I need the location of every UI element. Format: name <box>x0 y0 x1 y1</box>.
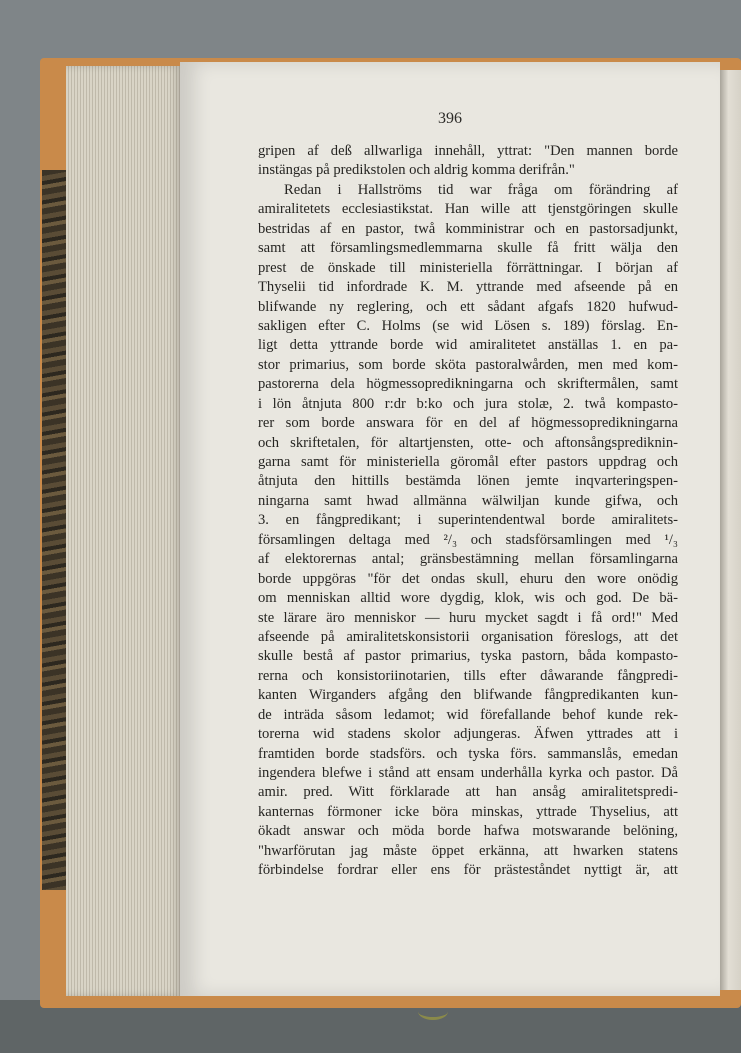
text-line: i lön åtnjuta 800 r:dr b:ko och jura stolæ, 2. twå kompasto- <box>258 395 678 412</box>
text-line: ningarna samt hwad allmänna wälwiljan kunde gifwa, och <box>258 492 678 509</box>
page-body-text <box>258 142 678 881</box>
text-line: och skriftetalen, för altartjensten, otte- och aftonsångsprediknin- <box>258 434 678 451</box>
text-line: ingendera blefwe i stånd att ensam underhålla kyrka och pastor. Då <box>258 765 678 781</box>
text-line: åtnjuta den hittills bestämda lönen jemte inqvarteringspen- <box>258 473 678 490</box>
text-line: af elektorernas antal; gränsbestämning mellan församlingarna <box>258 551 678 568</box>
marbled-binding <box>42 170 66 890</box>
text-line: afseende på amiralitetskonsistorii organisation föreslogs, att det <box>258 628 678 645</box>
text-line: förbindelse fordrar eller ens för prästeståndet nyttigt är, att <box>258 862 678 879</box>
text-line: sakligen efter C. Holms (se wid Lösen s. 189) förslag. En- <box>258 317 678 334</box>
page-edges <box>66 66 182 996</box>
text-line: de inträda såsom ledamot; wid förefallande behof kunde rek- <box>258 706 678 723</box>
text-line: samt att församlingsmedlemmarna skulle få fritt wälja den <box>258 240 678 257</box>
text-line: ste lärare äro menniskor — huru mycket sagdt i få ord!" Med <box>258 609 678 626</box>
text-line: kanternas förmoner icke böra minskas, yttrade Thyselius, att <box>258 803 678 820</box>
text-line: bestridas af en pastor, twå komministrar och en pastorsadjunkt, <box>258 220 678 237</box>
text-line: blifwande ny reglering, och ett sådant afgafs 1820 hufwud- <box>258 298 678 315</box>
text-line: garna samt för ministeriella göromål efter pastors uppdrag och <box>258 454 678 470</box>
book-page <box>180 62 720 996</box>
text-line: stor primarius, som borde sköta pastoralwården, men med kom- <box>258 356 678 373</box>
text-line: torerna wid stadens skolor adjungeras. Äfwen yttrades att i <box>258 726 678 743</box>
page-number: 396 <box>438 110 462 127</box>
text-line: "hwarförutan jag måste öppet erkänna, att hwarken statens <box>258 842 678 859</box>
text-line: rer som borde answara för en del af högmessopredikningarna <box>258 415 678 432</box>
text-line: skulle bestå af pastor primarius, tyska pastorn, båda kompasto- <box>258 648 678 665</box>
text-line: borde uppgöras "för det ondas skull, ehuru den wore onödig <box>258 570 678 587</box>
text-line: prest de önskade till ministeriella förrättningar. I början af <box>258 259 678 276</box>
text-line: om menniskan alltid wore dygdig, klok, wis och god. De bä- <box>258 590 678 607</box>
text-line: framtiden borde stadsförs. och tyska förs. sammanslås, emedan <box>258 745 678 762</box>
text-line: amir. pred. Witt förklarade att han ansåg amiralitetspredi- <box>258 784 678 801</box>
text-line: instängas på predikstolen och aldrig komma derifrån." <box>258 162 575 179</box>
text-line: amiralitetets ecclesiastikstat. Han wille att tjenstgöringen skulle <box>258 201 678 218</box>
text-line: församlingen deltaga med ²/₃ och stadsförsamlingen med ¹/₃ <box>258 531 678 548</box>
text-line: gripen af deß allwarliga innehåll, yttrat: "Den mannen borde <box>258 143 678 159</box>
facing-page-edge <box>720 70 741 990</box>
text-line: ligt detta yttrande borde wid amiralitetet anställas 1. en pa- <box>258 337 678 354</box>
text-line: Thyselii tid infordrade K. M. yttrande med afseende på en <box>258 279 678 296</box>
text-line: pastorerna dela högmessopredikningarna och skriftermålen, samt <box>258 376 678 393</box>
bookmark-thread <box>418 1003 448 1020</box>
text-line: rerna och konsistoriinotarien, tills efter dåwarande fångpredi- <box>258 667 678 684</box>
text-line: kanten Wirganders afgång den blifwande fångpredikanten kun- <box>258 687 678 704</box>
text-line: 3. en fångpredikant; i superintendentwal borde amiralitets- <box>258 512 678 529</box>
text-line: ökadt answar och möda borde hafwa motswarande belöning, <box>258 823 678 840</box>
text-line: Redan i Hallströms tid war fråga om förändring af <box>284 181 678 198</box>
